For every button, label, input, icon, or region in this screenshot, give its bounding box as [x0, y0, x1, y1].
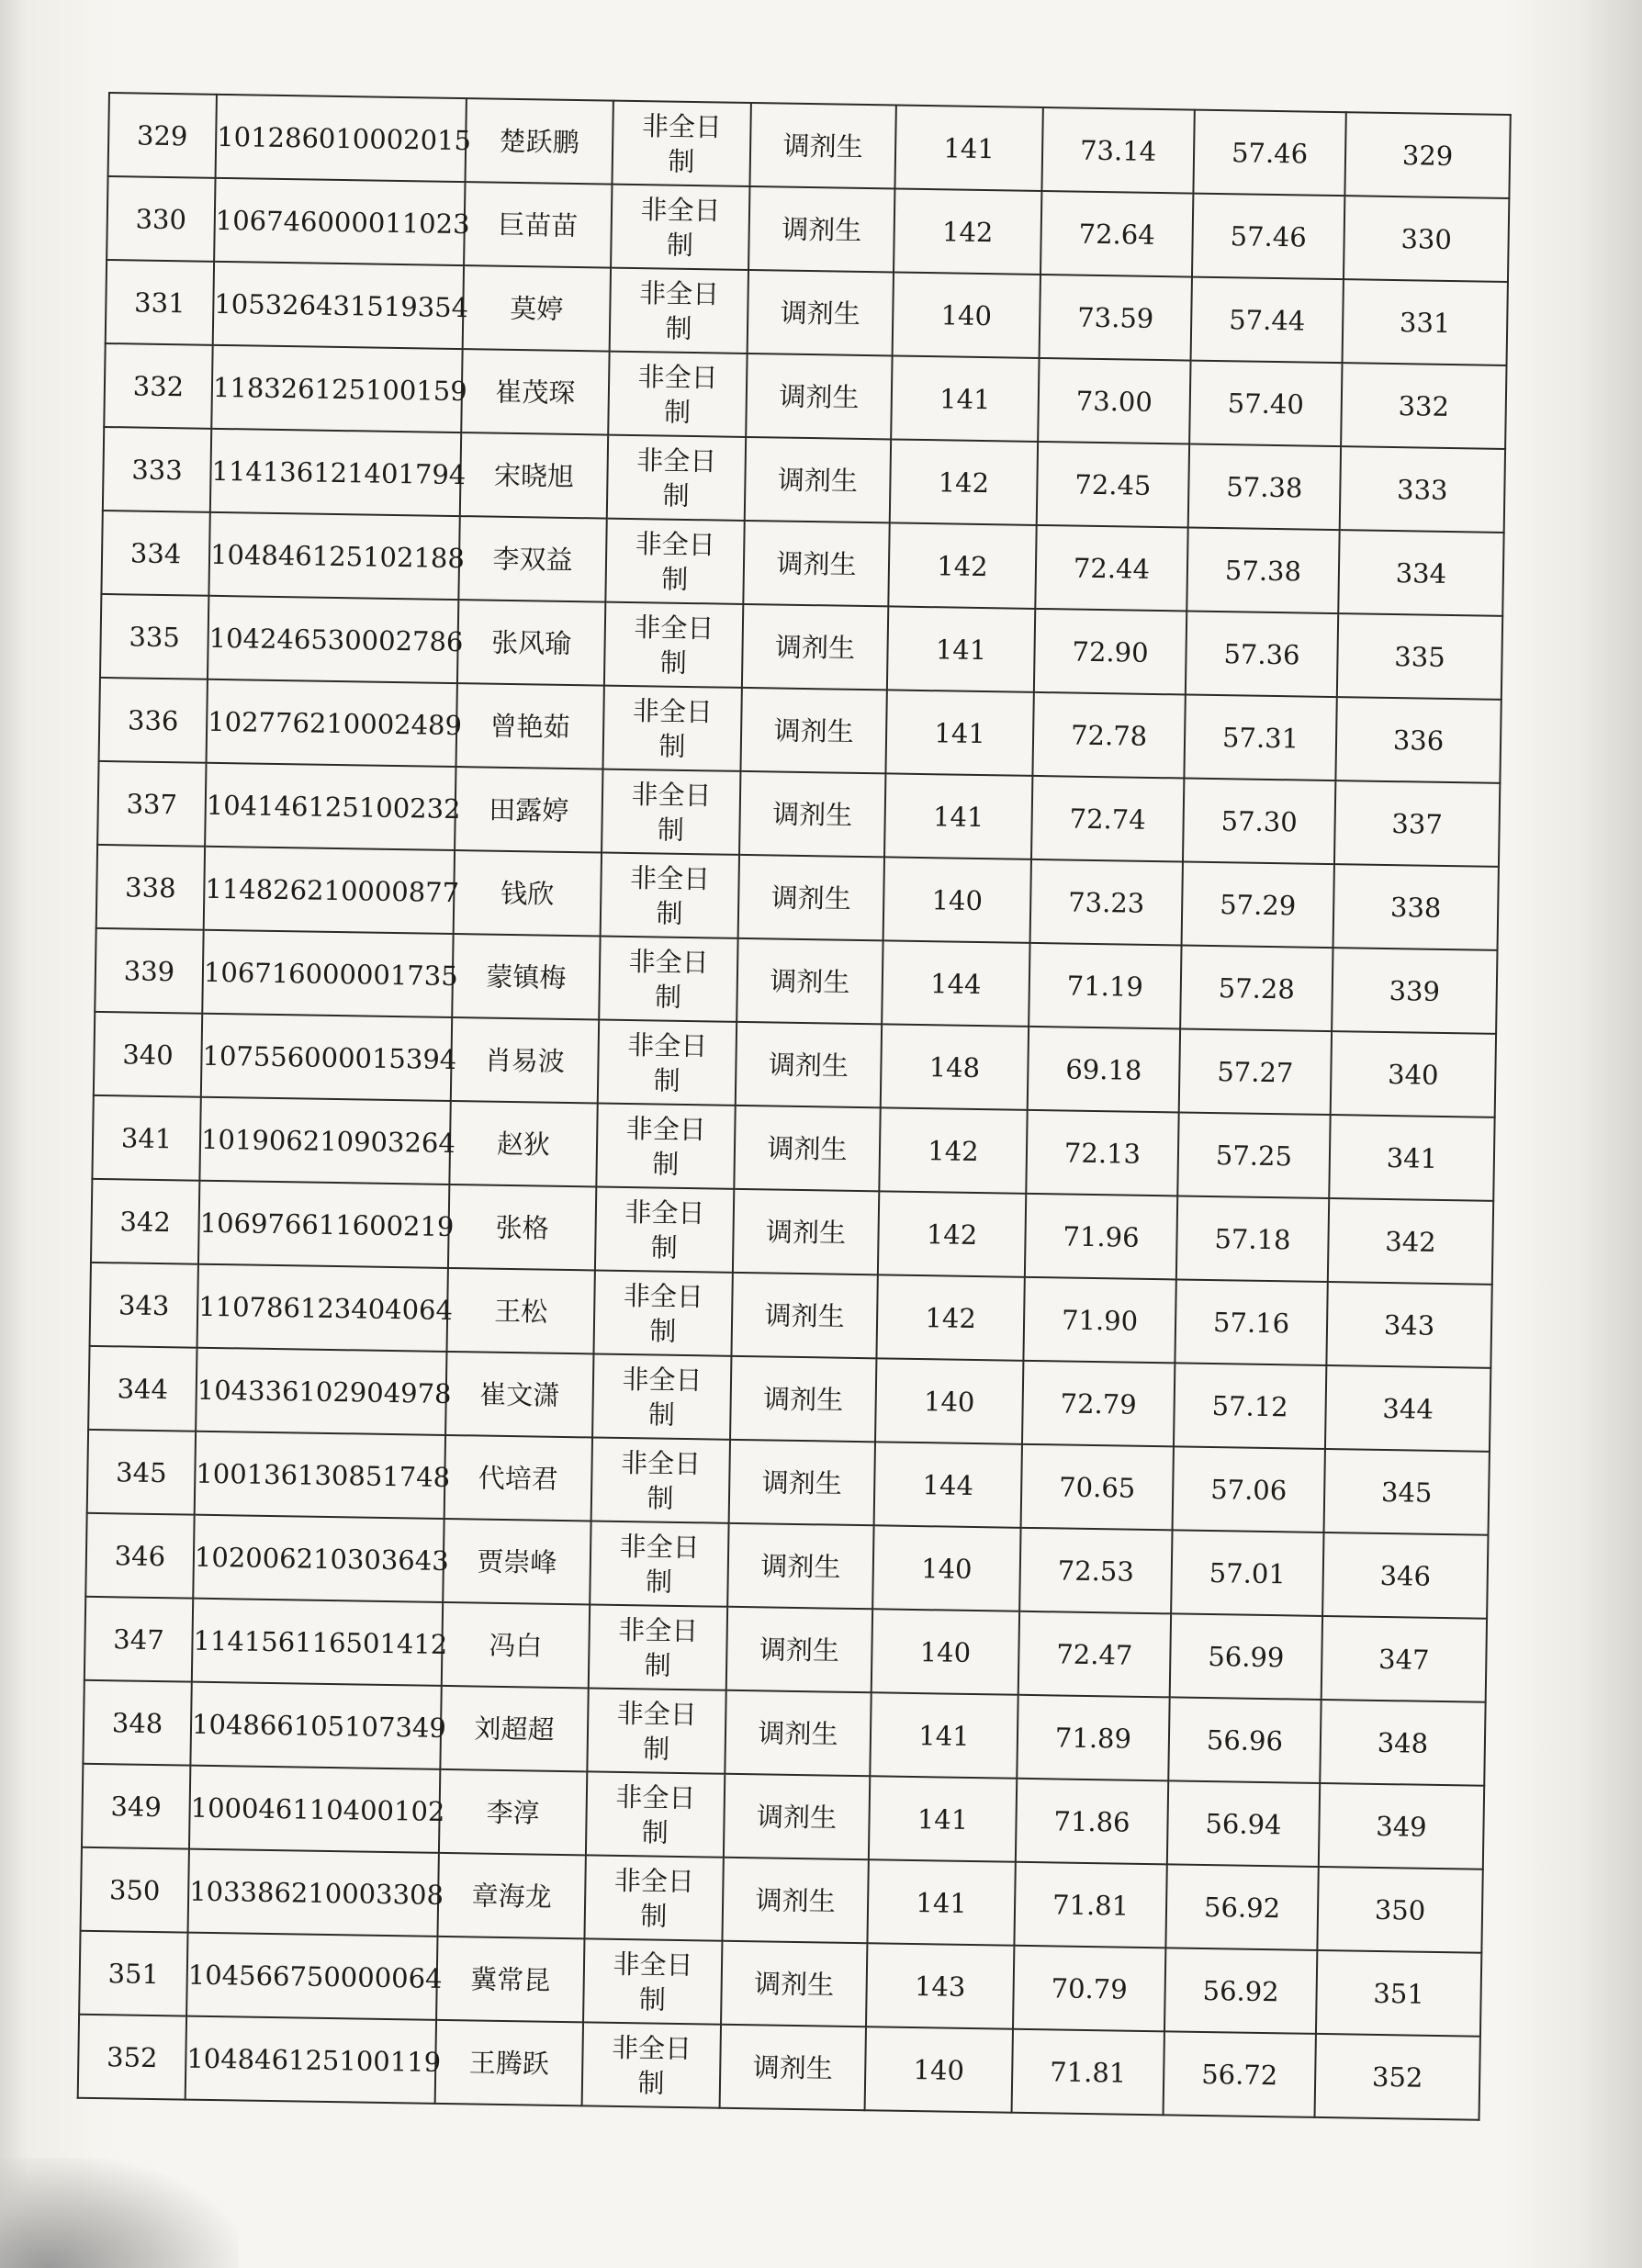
- candidate-id-cell: 118326125100159: [211, 345, 462, 432]
- candidate-id-cell: 102006210303643: [193, 1515, 444, 1602]
- candidate-name-cell: 田露婷: [455, 767, 602, 853]
- study-mode-line: 制: [665, 312, 692, 344]
- study-mode-line: 非全日: [616, 1697, 698, 1730]
- study-mode-line: 制: [645, 1565, 673, 1598]
- rank-cell: 334: [1338, 530, 1503, 616]
- score-1-cell: 140: [872, 1525, 1020, 1611]
- score-2-cell: 73.23: [1030, 859, 1183, 946]
- study-mode-line: 非全日: [634, 611, 714, 644]
- row-seq-cell: 336: [99, 678, 208, 763]
- study-mode-cell: [599, 937, 737, 1022]
- candidate-id-cell: 106716000001735: [202, 930, 453, 1017]
- row-seq-cell: 343: [90, 1263, 198, 1348]
- study-mode-cell: [583, 1938, 722, 2024]
- row-seq-cell: 342: [91, 1179, 199, 1264]
- study-mode-cell: [607, 435, 746, 521]
- rank-cell: 350: [1317, 1867, 1482, 1953]
- study-mode-cell: [598, 1020, 737, 1106]
- score-3-cell: 57.28: [1180, 945, 1333, 1031]
- study-mode-cell: [611, 185, 749, 270]
- admission-type-cell: 调剂生: [743, 521, 889, 606]
- row-seq-cell: 337: [97, 761, 206, 847]
- rank-cell: 348: [1320, 1700, 1485, 1786]
- candidate-name-cell: 赵狄: [449, 1101, 597, 1187]
- score-2-cell: 71.81: [1014, 1862, 1166, 1948]
- rank-cell: 345: [1324, 1449, 1490, 1535]
- row-seq-cell: 332: [104, 343, 212, 429]
- candidate-id-cell: 104566750000064: [186, 1933, 437, 2020]
- row-seq-cell: 347: [84, 1597, 193, 1682]
- score-3-cell: 57.38: [1187, 528, 1339, 614]
- study-mode-cell: [586, 1771, 725, 1857]
- candidate-id-cell: 101286010002015: [216, 95, 467, 182]
- study-mode-line: 非全日: [635, 527, 716, 560]
- score-2-cell: 72.47: [1018, 1611, 1171, 1698]
- study-mode-line: 非全日: [625, 1112, 707, 1145]
- score-2-cell: 71.81: [1012, 2029, 1164, 2116]
- candidate-name-cell: 代培君: [444, 1435, 592, 1521]
- score-3-cell: 57.30: [1183, 778, 1335, 864]
- study-mode-line: 非全日: [620, 1446, 702, 1479]
- study-mode-line: 非全日: [624, 1196, 705, 1229]
- score-1-cell: 144: [882, 940, 1029, 1027]
- study-mode-line: 非全日: [626, 1028, 708, 1061]
- candidate-name-cell: 王腾跃: [435, 2020, 583, 2106]
- rank-cell: 329: [1344, 112, 1510, 198]
- score-3-cell: 57.31: [1184, 695, 1336, 781]
- candidate-id-cell: 105326431519354: [213, 262, 464, 349]
- admission-type-cell: 调剂生: [722, 1858, 868, 1943]
- score-2-cell: 71.86: [1016, 1779, 1168, 1865]
- candidate-id-cell: 104846125100119: [186, 2016, 436, 2104]
- study-mode-line: 非全日: [617, 1613, 699, 1646]
- candidate-id-cell: 100046110400102: [189, 1766, 440, 1853]
- rank-cell: 330: [1344, 196, 1509, 282]
- score-2-cell: 72.64: [1040, 191, 1193, 277]
- study-mode-cell: [582, 2022, 721, 2107]
- study-mode-line: 非全日: [611, 2031, 692, 2064]
- candidate-name-cell: 李双益: [458, 516, 606, 602]
- admission-type-cell: 调剂生: [745, 437, 891, 522]
- row-seq-cell: 345: [87, 1430, 196, 1515]
- score-3-cell: 57.44: [1191, 277, 1344, 364]
- candidate-id-cell: 102776210002489: [207, 679, 457, 767]
- row-seq-cell: 331: [106, 260, 214, 345]
- study-mode-line: 制: [657, 813, 685, 846]
- study-mode-cell: [601, 853, 739, 938]
- study-mode-line: 制: [644, 1648, 671, 1681]
- study-mode-line: 制: [640, 1899, 668, 1932]
- candidate-name-cell: 刘超超: [440, 1686, 588, 1772]
- score-3-cell: 56.94: [1167, 1780, 1320, 1867]
- study-mode-line: 非全日: [613, 1948, 693, 1981]
- candidate-id-cell: 104846125102188: [208, 512, 459, 600]
- score-2-cell: 70.65: [1021, 1444, 1174, 1531]
- candidate-name-cell: 张风瑜: [457, 600, 605, 686]
- row-seq-cell: 338: [96, 845, 205, 930]
- admission-type-cell: 调剂生: [748, 186, 894, 272]
- candidate-id-cell: 104866105107349: [190, 1682, 441, 1769]
- score-2-cell: 72.90: [1034, 609, 1187, 695]
- study-mode-cell: [591, 1437, 730, 1522]
- score-2-cell: 73.14: [1041, 107, 1194, 194]
- rank-cell: 343: [1326, 1282, 1491, 1368]
- rank-cell: 341: [1329, 1115, 1494, 1201]
- study-mode-cell: [595, 1186, 734, 1272]
- study-mode-cell: [593, 1270, 732, 1355]
- score-1-cell: 140: [883, 857, 1031, 943]
- study-mode-line: 制: [659, 646, 688, 679]
- admission-type-cell: 调剂生: [725, 1690, 871, 1776]
- candidate-id-cell: 103386210003308: [188, 1849, 439, 1937]
- score-1-cell: 141: [869, 1776, 1017, 1862]
- study-mode-line: 制: [663, 396, 692, 428]
- study-mode-cell: [596, 1104, 735, 1189]
- study-mode-cell: [604, 602, 743, 688]
- score-2-cell: 72.45: [1037, 442, 1189, 528]
- candidate-name-cell: 巨苗苗: [464, 182, 612, 268]
- score-2-cell: 71.19: [1029, 943, 1181, 1029]
- row-seq-cell: 344: [88, 1346, 197, 1432]
- score-1-cell: 141: [884, 773, 1032, 859]
- candidate-id-cell: 107556000015394: [201, 1014, 452, 1101]
- score-3-cell: 57.27: [1179, 1028, 1332, 1115]
- score-3-cell: 56.72: [1164, 2031, 1316, 2117]
- study-mode-cell: [602, 686, 741, 771]
- rank-cell: 337: [1334, 780, 1500, 867]
- admission-type-cell: 调剂生: [721, 1941, 867, 2027]
- rank-cell: 338: [1333, 864, 1499, 950]
- score-1-cell: 143: [866, 1943, 1014, 2029]
- candidate-id-cell: 106976611600219: [198, 1181, 449, 1268]
- candidate-name-cell: 冯白: [442, 1602, 590, 1689]
- admission-type-cell: 调剂生: [738, 855, 884, 940]
- admission-type-cell: 调剂生: [724, 1774, 870, 1859]
- row-seq-cell: 348: [83, 1680, 191, 1766]
- score-3-cell: 56.92: [1164, 1948, 1317, 2034]
- scan-shadow: [0, 2158, 239, 2268]
- candidate-name-cell: 崔文潇: [445, 1352, 593, 1438]
- study-mode-line: 制: [649, 1314, 677, 1347]
- candidate-name-cell: 王松: [446, 1268, 594, 1354]
- score-3-cell: 57.46: [1192, 194, 1344, 280]
- row-seq-cell: 333: [103, 427, 211, 512]
- score-3-cell: 57.12: [1174, 1363, 1326, 1449]
- candidate-name-cell: 钱欣: [454, 850, 602, 937]
- admission-type-cell: 调剂生: [742, 604, 888, 690]
- table-body: [78, 93, 1511, 2120]
- candidate-id-cell: 114136121401794: [210, 429, 461, 516]
- admission-type-cell: 调剂生: [749, 103, 895, 188]
- admission-type-cell: 调剂生: [740, 688, 886, 773]
- study-mode-line: 非全日: [628, 945, 709, 978]
- candidate-name-cell: 章海龙: [437, 1853, 585, 1939]
- rank-cell: 332: [1341, 363, 1506, 449]
- candidate-name-cell: 肖易波: [451, 1017, 599, 1104]
- score-1-cell: 141: [891, 355, 1039, 442]
- study-mode-line: 制: [658, 730, 686, 762]
- score-1-cell: 141: [894, 105, 1042, 191]
- score-3-cell: 56.96: [1168, 1697, 1321, 1783]
- candidate-id-cell: 104246530002786: [208, 596, 458, 683]
- score-1-cell: 148: [881, 1024, 1029, 1110]
- study-mode-cell: [590, 1521, 728, 1606]
- candidate-id-cell: 101906210903264: [199, 1097, 450, 1185]
- study-mode-cell: [608, 352, 747, 437]
- study-mode-line: 制: [654, 980, 682, 1013]
- score-3-cell: 57.36: [1186, 612, 1338, 698]
- study-mode-line: 制: [666, 229, 694, 261]
- admission-type-cell: 调剂生: [739, 771, 885, 857]
- rank-cell: 347: [1321, 1616, 1487, 1702]
- study-mode-line: 制: [638, 1982, 667, 2015]
- score-2-cell: 73.59: [1040, 275, 1192, 361]
- candidate-id-cell: 104336102904978: [196, 1348, 446, 1435]
- study-mode-line: 非全日: [635, 443, 717, 477]
- score-1-cell: 141: [867, 1859, 1015, 1946]
- study-mode-line: 非全日: [629, 861, 711, 894]
- score-1-cell: 142: [890, 439, 1038, 525]
- admission-type-cell: 调剂生: [736, 1022, 882, 1107]
- rank-cell: 344: [1325, 1365, 1490, 1452]
- candidate-id-cell: 110786123404064: [197, 1264, 448, 1352]
- candidate-name-cell: 张格: [448, 1185, 596, 1271]
- row-seq-cell: 352: [78, 2015, 186, 2100]
- candidate-name-cell: 莫婷: [463, 265, 611, 352]
- score-2-cell: 72.79: [1022, 1361, 1175, 1447]
- admission-type-cell: 调剂生: [729, 1440, 875, 1525]
- study-mode-cell: [592, 1353, 731, 1439]
- study-mode-line: 非全日: [613, 1864, 695, 1897]
- rank-cell: 331: [1343, 279, 1508, 365]
- study-mode-line: 制: [637, 2066, 665, 2099]
- study-mode-line: 非全日: [640, 193, 721, 226]
- score-1-cell: 140: [872, 1609, 1019, 1695]
- study-mode-line: 制: [656, 896, 683, 929]
- study-mode-line: 制: [647, 1481, 674, 1514]
- candidate-name-cell: 李淳: [439, 1769, 587, 1856]
- study-mode-cell: [605, 519, 744, 604]
- admission-type-cell: 调剂生: [720, 2025, 866, 2110]
- row-seq-cell: 340: [94, 1012, 202, 1097]
- score-3-cell: 57.16: [1175, 1279, 1327, 1365]
- score-2-cell: 71.96: [1025, 1194, 1177, 1280]
- study-mode-cell: [602, 769, 740, 855]
- score-3-cell: 56.92: [1165, 1864, 1318, 1950]
- row-seq-cell: 335: [100, 594, 208, 679]
- candidate-id-cell: 104146125100232: [205, 763, 455, 850]
- score-3-cell: 57.40: [1189, 361, 1342, 447]
- rank-cell: 339: [1332, 948, 1497, 1034]
- study-mode-line: 非全日: [641, 109, 723, 142]
- score-3-cell: 57.06: [1173, 1446, 1325, 1533]
- study-mode-line: 制: [660, 563, 689, 595]
- study-mode-line: 制: [641, 1815, 669, 1848]
- study-mode-line: 制: [651, 1147, 680, 1180]
- study-mode-line: 制: [650, 1230, 679, 1263]
- study-mode-line: 制: [668, 145, 695, 177]
- row-seq-cell: 351: [79, 1931, 187, 2016]
- score-2-cell: 72.78: [1032, 692, 1185, 779]
- rank-cell: 342: [1328, 1198, 1493, 1285]
- score-1-cell: 141: [885, 690, 1033, 776]
- score-2-cell: 72.74: [1031, 776, 1184, 862]
- study-mode-line: 制: [647, 1398, 676, 1431]
- score-2-cell: 70.79: [1013, 1946, 1165, 2032]
- candidate-id-cell: 114156116501412: [192, 1599, 443, 1686]
- score-1-cell: 140: [865, 2027, 1013, 2113]
- row-seq-cell: 334: [101, 511, 209, 596]
- admission-type-cell: 调剂生: [733, 1189, 879, 1274]
- rank-cell: 352: [1315, 2034, 1480, 2120]
- row-seq-cell: 346: [85, 1513, 194, 1599]
- row-seq-cell: 350: [81, 1847, 189, 1933]
- score-3-cell: 57.25: [1177, 1112, 1330, 1198]
- score-1-cell: 142: [879, 1107, 1027, 1194]
- score-3-cell: 57.38: [1188, 444, 1341, 531]
- study-mode-cell: [587, 1688, 725, 1773]
- candidate-name-cell: 曾艳茹: [456, 683, 604, 769]
- candidate-name-cell: 宋晓旭: [460, 432, 608, 519]
- study-mode-line: 非全日: [622, 1363, 703, 1396]
- study-mode-line: 非全日: [615, 1780, 696, 1813]
- candidate-name-cell: 冀常昆: [436, 1937, 584, 2023]
- admission-type-cell: 调剂生: [734, 1106, 880, 1191]
- candidate-name-cell: 楚跃鹏: [466, 98, 613, 185]
- admission-type-cell: 调剂生: [730, 1356, 876, 1442]
- study-mode-line: 非全日: [623, 1279, 704, 1312]
- admission-type-cell: 调剂生: [727, 1523, 873, 1609]
- admission-type-cell: 调剂生: [748, 270, 894, 355]
- admission-type-cell: 调剂生: [726, 1607, 872, 1692]
- score-2-cell: 73.00: [1038, 358, 1190, 444]
- admission-list-table: [77, 92, 1512, 2121]
- rank-cell: 336: [1335, 697, 1501, 783]
- score-2-cell: 69.18: [1028, 1027, 1180, 1113]
- study-mode-cell: [589, 1604, 727, 1690]
- admission-type-cell: 调剂生: [731, 1273, 877, 1358]
- study-mode-line: 制: [662, 479, 690, 511]
- rank-cell: 333: [1340, 446, 1505, 533]
- score-2-cell: 71.89: [1017, 1695, 1169, 1781]
- score-3-cell: 57.01: [1171, 1530, 1323, 1616]
- candidate-id-cell: 106746000011023: [214, 178, 465, 265]
- rank-cell: 346: [1322, 1533, 1488, 1619]
- row-seq-cell: 339: [95, 928, 203, 1014]
- candidate-id-cell: 100136130851748: [195, 1432, 445, 1519]
- admission-type-cell: 调剂生: [737, 938, 883, 1024]
- score-1-cell: 141: [870, 1692, 1018, 1779]
- score-1-cell: 142: [876, 1274, 1024, 1361]
- row-seq-cell: 341: [92, 1095, 200, 1181]
- score-1-cell: 141: [887, 606, 1035, 692]
- score-2-cell: 72.13: [1026, 1110, 1178, 1196]
- rank-cell: 349: [1319, 1783, 1484, 1869]
- candidate-name-cell: 贾崇峰: [443, 1519, 590, 1605]
- score-1-cell: 140: [875, 1358, 1023, 1444]
- row-seq-cell: 329: [108, 93, 217, 178]
- study-mode-line: 非全日: [632, 694, 714, 727]
- study-mode-line: 非全日: [631, 778, 712, 811]
- score-1-cell: 142: [878, 1191, 1026, 1277]
- admission-type-cell: 调剂生: [746, 354, 892, 439]
- study-mode-line: 制: [642, 1732, 670, 1765]
- score-1-cell: 142: [894, 188, 1041, 275]
- rank-cell: 340: [1331, 1031, 1496, 1117]
- score-1-cell: 140: [893, 272, 1040, 358]
- row-seq-cell: 330: [107, 176, 215, 262]
- study-mode-line: 制: [653, 1063, 680, 1096]
- study-mode-line: 非全日: [637, 360, 718, 393]
- study-mode-cell: [610, 268, 748, 354]
- score-2-cell: 72.44: [1035, 525, 1187, 612]
- study-mode-cell: [612, 101, 750, 186]
- score-3-cell: 57.46: [1193, 110, 1345, 196]
- row-seq-cell: 349: [82, 1764, 190, 1849]
- rank-cell: 351: [1316, 1950, 1481, 2037]
- score-3-cell: 57.18: [1176, 1196, 1329, 1282]
- rank-cell: 335: [1337, 613, 1502, 700]
- score-1-cell: 142: [888, 522, 1036, 609]
- score-3-cell: 56.99: [1170, 1613, 1322, 1700]
- score-3-cell: 57.29: [1182, 861, 1334, 948]
- candidate-name-cell: 崔茂琛: [461, 349, 609, 435]
- candidate-id-cell: 114826210000877: [204, 847, 455, 934]
- study-mode-cell: [584, 1855, 723, 1940]
- study-mode-line: 非全日: [619, 1530, 700, 1563]
- score-1-cell: 144: [874, 1442, 1022, 1528]
- score-2-cell: 72.53: [1019, 1528, 1172, 1614]
- score-2-cell: 71.90: [1023, 1277, 1175, 1364]
- candidate-name-cell: 蒙镇梅: [452, 934, 600, 1020]
- study-mode-line: 非全日: [638, 276, 720, 309]
